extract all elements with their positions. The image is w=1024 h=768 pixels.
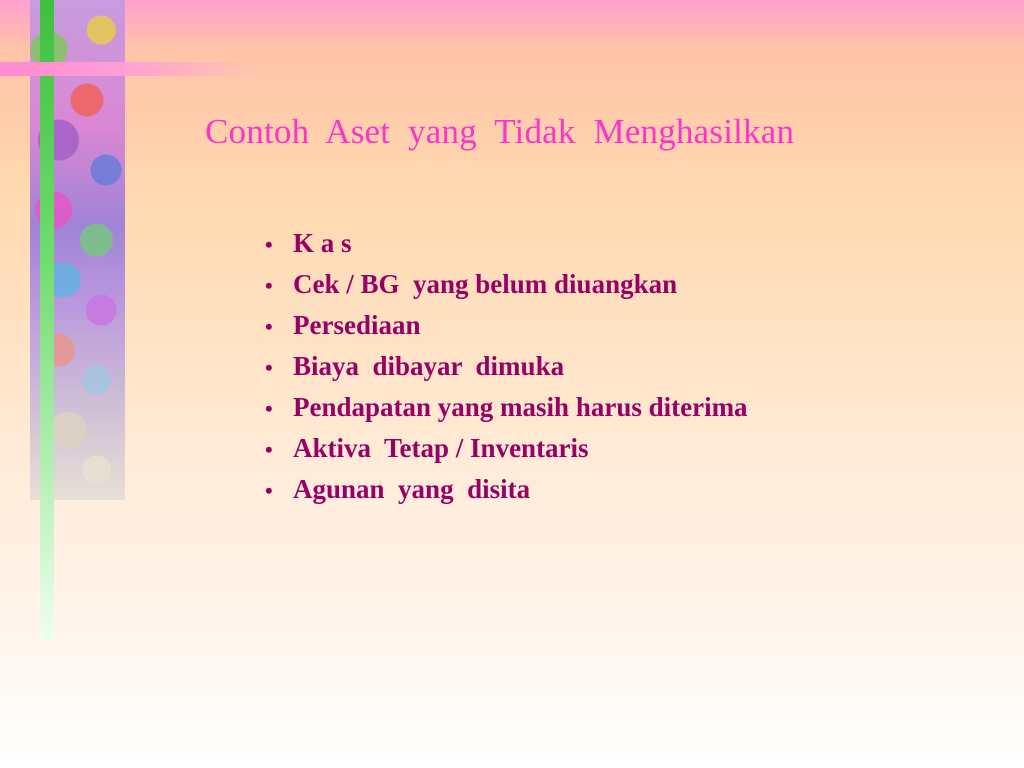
list-item-text: Agunan yang disita	[293, 474, 531, 504]
list-item	[265, 433, 748, 474]
list-item	[265, 392, 748, 433]
list-item-text: Cek / BG yang belum diuangkan	[293, 269, 678, 299]
list-item	[265, 351, 748, 392]
bullet-icon: •	[265, 232, 273, 257]
list-item	[265, 310, 748, 351]
bullet-icon: •	[265, 273, 273, 298]
list-item-text: K a s	[293, 228, 352, 258]
bullet-icon: •	[265, 437, 273, 462]
bullet-icon: •	[265, 396, 273, 421]
list-item-text: Persediaan	[293, 310, 421, 340]
vertical-accent-bar	[40, 0, 54, 640]
list-item-text: Biaya dibayar dimuka	[293, 351, 565, 381]
list-item	[265, 269, 748, 310]
list-item	[265, 474, 748, 515]
list-item-text: Aktiva Tetap / Inventaris	[293, 433, 589, 463]
bullet-list	[265, 228, 748, 515]
bullet-icon: •	[265, 355, 273, 380]
list-item	[265, 228, 748, 269]
list-item-text: Pendapatan yang masih harus diterima	[293, 392, 748, 422]
bullet-icon: •	[265, 314, 273, 339]
bullet-icon: •	[265, 478, 273, 503]
slide-title: Contoh Aset yang Tidak Menghasilkan	[205, 112, 795, 151]
horizontal-accent-bar	[0, 62, 260, 76]
